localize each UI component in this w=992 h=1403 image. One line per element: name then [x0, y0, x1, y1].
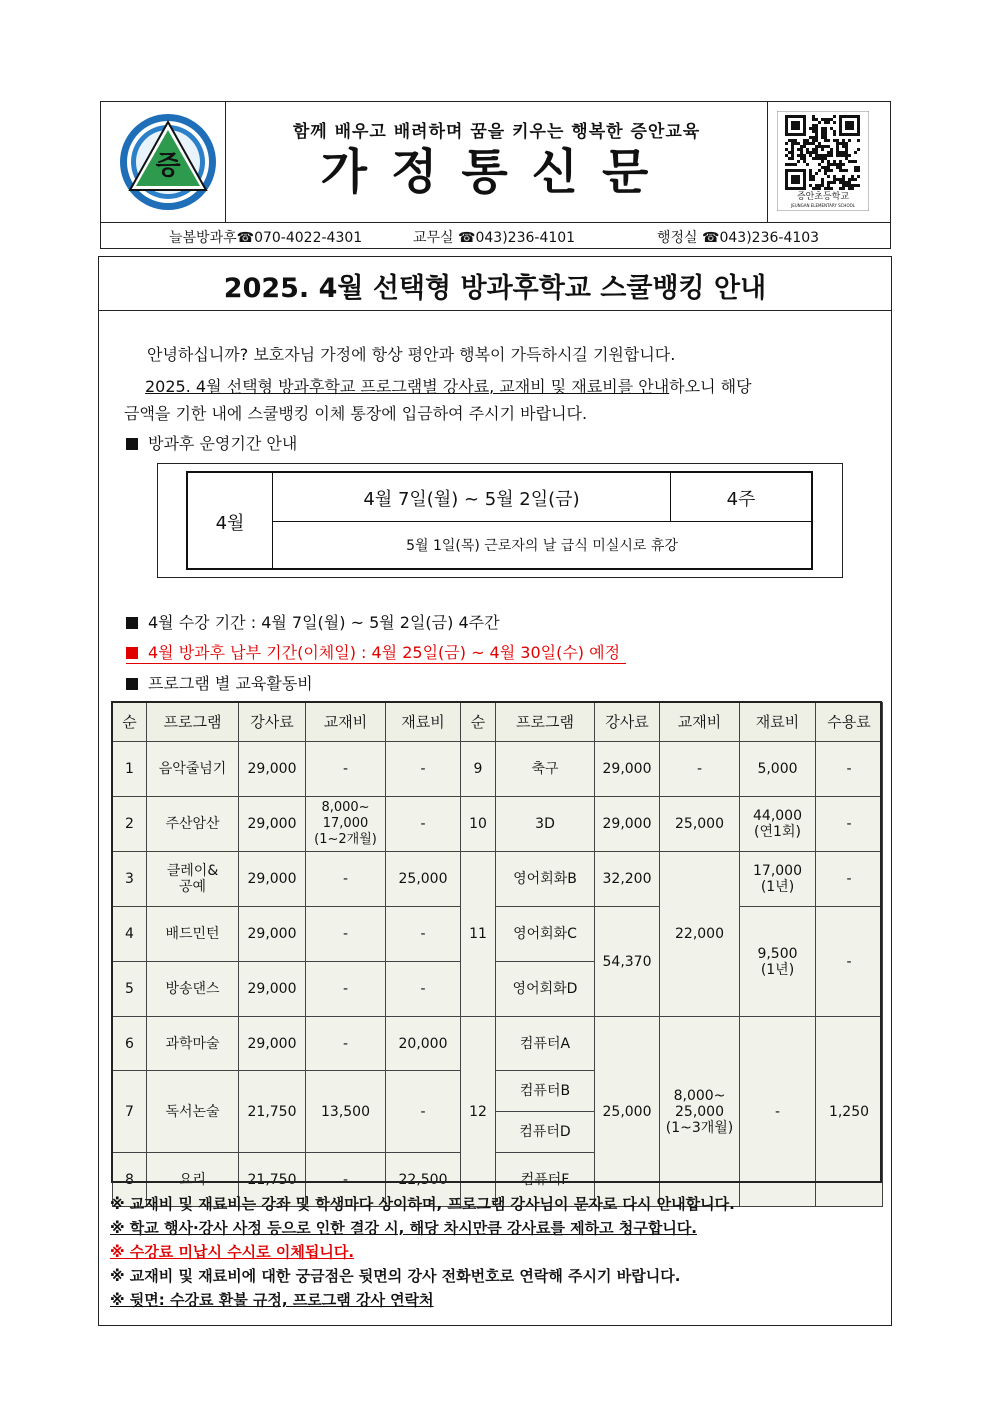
section-period-heading: 방과후 운영기간 안내 — [126, 431, 297, 454]
table-cell: 11 — [461, 852, 496, 1017]
col-header: 프로그램 — [496, 703, 595, 742]
table-cell: - — [306, 907, 386, 962]
square-bullet-icon — [126, 438, 138, 450]
note-3: ※ 수강료 미납시 수시로 이체됩니다. — [110, 1243, 355, 1261]
table-cell: - — [386, 1071, 461, 1153]
table-cell: 29,000 — [239, 962, 306, 1017]
table-row — [113, 742, 883, 797]
col-header: 프로그램 — [147, 703, 239, 742]
contact-item: 교무실 ☎043)236-4101 — [413, 230, 576, 246]
table-cell: 7 — [113, 1071, 147, 1153]
col-header: 교재비 — [660, 703, 740, 742]
table-cell: 1,250 — [816, 1017, 883, 1207]
newsletter-title: 가정통신문 — [320, 144, 673, 200]
table-header-row — [113, 703, 883, 742]
col-header: 강사료 — [239, 703, 306, 742]
table-cell: 3 — [113, 852, 147, 907]
col-header: 재료비 — [386, 703, 461, 742]
slogan: 함께 배우고 배려하며 꿈을 키우는 행복한 증안교육 — [292, 122, 701, 142]
table-cell: 9,500 (1년) — [740, 907, 816, 1017]
table-cell: 20,000 — [386, 1017, 461, 1071]
period-note: 5월 1일(목) 근로자의 날 급식 미실시로 휴강 — [406, 538, 678, 554]
note-1: ※ 교재비 및 재료비는 강좌 및 학생마다 상이하며, 프로그램 강사님이 문자로 다시 안내합니다. — [110, 1195, 735, 1213]
fee-table — [112, 702, 883, 1207]
table-cell: 영어회화D — [496, 962, 595, 1017]
intro-line-1: 안녕하십니까? 보호자님 가정에 항상 평안과 행복이 가득하시길 기원합니다. — [147, 345, 676, 364]
table-cell: 12 — [461, 1017, 496, 1207]
col-header: 재료비 — [740, 703, 816, 742]
col-header: 수용료 — [816, 703, 883, 742]
col-header: 순 — [461, 703, 496, 742]
period-range: 4월 7일(월) ~ 5월 2일(금) — [363, 489, 580, 510]
table-cell: 4 — [113, 907, 147, 962]
table-cell: 29,000 — [595, 742, 660, 797]
table-cell: 6 — [113, 1017, 147, 1071]
table-cell: 21,750 — [239, 1153, 306, 1207]
table-row — [113, 797, 883, 852]
square-bullet-icon — [126, 647, 138, 659]
table-cell: - — [386, 742, 461, 797]
table-cell: 영어회화B — [496, 852, 595, 907]
table-cell: 44,000 (연1회) — [740, 797, 816, 852]
table-cell: 5,000 — [740, 742, 816, 797]
table-cell: 배드민턴 — [147, 907, 239, 962]
phone-icon: ☎ — [236, 230, 255, 246]
table-cell: - — [306, 1017, 386, 1071]
table-cell: - — [306, 852, 386, 907]
table-cell: 32,200 — [595, 852, 660, 907]
table-cell: 54,370 — [595, 907, 660, 1017]
table-cell: 25,000 — [660, 797, 740, 852]
qr-code[interactable] — [777, 111, 869, 211]
table-cell: - — [816, 907, 883, 1017]
table-cell: 컴퓨터B — [496, 1071, 595, 1112]
period-weeks: 4주 — [726, 489, 756, 510]
note-5: ※ 뒷면: 수강료 환불 규정, 프로그램 강사 연락처 — [110, 1291, 434, 1309]
table-cell: 컴퓨터D — [496, 1112, 595, 1153]
col-header: 강사료 — [595, 703, 660, 742]
table-cell: 3D — [496, 797, 595, 852]
table-cell: - — [306, 742, 386, 797]
square-bullet-icon — [126, 617, 138, 629]
school-logo — [118, 112, 218, 212]
table-cell: 음악줄넘기 — [147, 742, 239, 797]
table-cell: - — [816, 742, 883, 797]
table-cell: 5 — [113, 962, 147, 1017]
contact-bar — [100, 223, 891, 249]
table-cell: - — [740, 1017, 816, 1207]
table-cell: 8,000~ 25,000 (1~3개월) — [660, 1017, 740, 1207]
table-cell: 25,000 — [386, 852, 461, 907]
col-header: 순 — [113, 703, 147, 742]
section-course-period: 4월 수강 기간 : 4월 7일(월) ~ 5월 2일(금) 4주간 — [126, 610, 500, 633]
table-row — [113, 907, 883, 962]
table-cell: 축구 — [496, 742, 595, 797]
square-bullet-icon — [126, 678, 138, 690]
table-cell: 29,000 — [239, 797, 306, 852]
table-cell: 25,000 — [595, 1017, 660, 1207]
table-cell: 29,000 — [595, 797, 660, 852]
table-cell: 8,000~ 17,000 (1~2개월) — [306, 797, 386, 852]
period-table — [186, 471, 813, 570]
table-cell: 29,000 — [239, 1017, 306, 1071]
col-header: 교재비 — [306, 703, 386, 742]
table-cell: 9 — [461, 742, 496, 797]
contact-item: 늘봄방과후☎070-4022-4301 — [169, 230, 363, 246]
table-cell: 8 — [113, 1153, 147, 1207]
table-row — [113, 1017, 883, 1044]
table-cell: - — [386, 962, 461, 1017]
table-cell: - — [816, 852, 883, 907]
table-cell: 29,000 — [239, 907, 306, 962]
period-month: 4월 — [215, 513, 245, 534]
table-cell: 17,000 (1년) — [740, 852, 816, 907]
table-cell: 29,000 — [239, 742, 306, 797]
table-cell: 컴퓨터F — [496, 1153, 595, 1207]
table-cell: 22,000 — [660, 852, 740, 1017]
table-cell: 영어회화C — [496, 907, 595, 962]
qr-subcaption: JEUNGAN ELEMENTARY SCHOOL — [791, 203, 855, 208]
table-cell: - — [386, 907, 461, 962]
qr-caption: 증안초등학교 — [796, 192, 850, 202]
note-4: ※ 교재비 및 재료비에 대한 궁금점은 뒷면의 강사 전화번호로 연락해 주시기 바랍니다. — [110, 1267, 681, 1285]
intro-line-2: 2025. 4월 선택형 방과후학교 프로그램별 강사료, 교재비 및 재료비를 안내하오니 해당 — [145, 377, 752, 396]
table-cell: 22,500 — [386, 1153, 461, 1207]
table-cell: 1 — [113, 742, 147, 797]
table-cell: 독서논술 — [147, 1071, 239, 1153]
table-cell: 과학마술 — [147, 1017, 239, 1071]
table-cell: - — [660, 742, 740, 797]
table-cell: - — [306, 962, 386, 1017]
table-cell: 요리 — [147, 1153, 239, 1207]
table-cell: 주산암산 — [147, 797, 239, 852]
table-cell: - — [816, 797, 883, 852]
phone-icon: ☎ — [702, 230, 720, 246]
note-2: ※ 학교 행사·강사 사정 등으로 인한 결강 시, 해당 차시만큼 강사료를 제하고 청구합니다. — [110, 1219, 698, 1237]
contact-item: 행정실 ☎043)236-4103 — [657, 230, 820, 246]
table-cell: 29,000 — [239, 852, 306, 907]
table-cell: 10 — [461, 797, 496, 852]
section-fees-heading: 프로그램 별 교육활동비 — [126, 671, 313, 694]
table-cell: 13,500 — [306, 1071, 386, 1153]
header-divider — [767, 101, 768, 223]
table-cell: 방송댄스 — [147, 962, 239, 1017]
intro-line-3: 금액을 기한 내에 스쿨뱅킹 이체 통장에 입금하여 주시기 바랍니다. — [124, 404, 588, 423]
table-cell: 클레이& 공예 — [147, 852, 239, 907]
logo-glyph: 증 — [155, 151, 181, 181]
table-row — [113, 852, 883, 907]
table-cell: - — [386, 797, 461, 852]
document-title: 2025. 4월 선택형 방과후학교 스쿨뱅킹 안내 — [223, 273, 767, 304]
table-cell: - — [306, 1153, 386, 1207]
table-cell: 2 — [113, 797, 147, 852]
table-cell: 21,750 — [239, 1071, 306, 1153]
section-payment-period: 4월 방과후 납부 기간(이체일) : 4월 25일(금) ~ 4월 30일(수) 예정 — [126, 640, 626, 664]
table-cell: 컴퓨터A — [496, 1017, 595, 1071]
phone-icon: ☎ — [458, 230, 476, 246]
